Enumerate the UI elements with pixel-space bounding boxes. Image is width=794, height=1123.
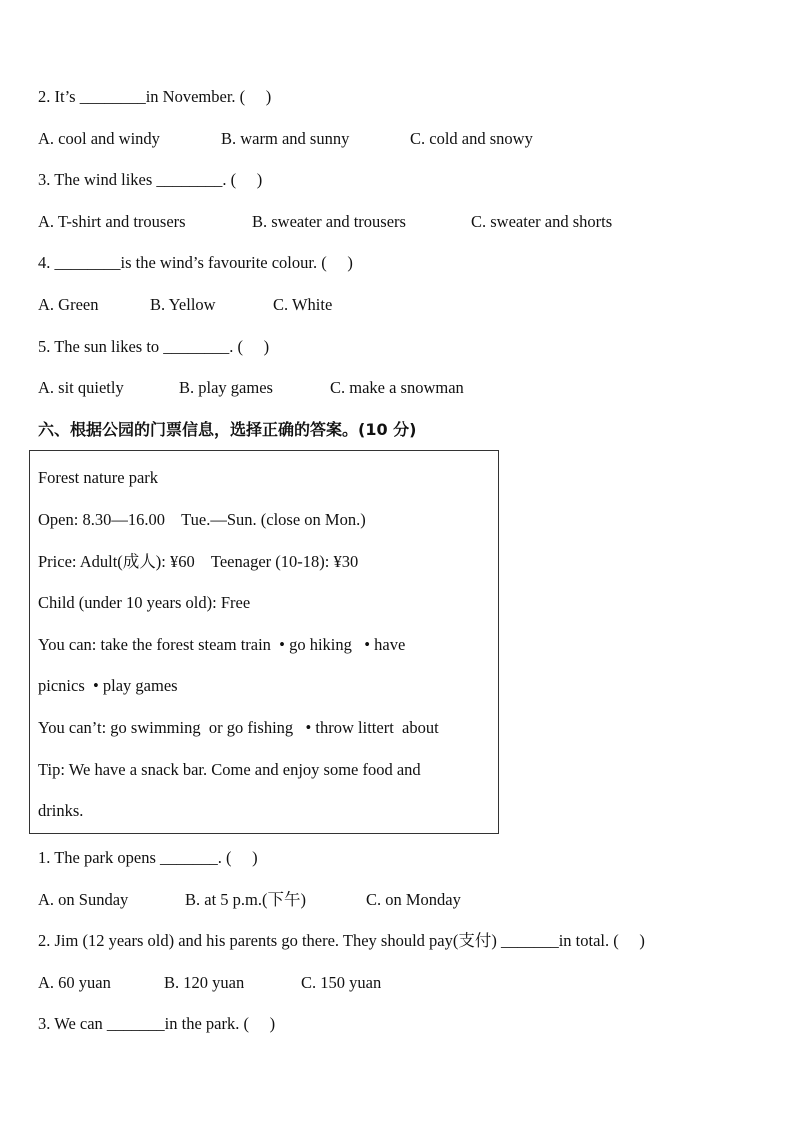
option-a: A. T-shirt and trousers bbox=[38, 212, 186, 231]
option-c: C. White bbox=[273, 295, 333, 314]
option-a: A. Green bbox=[38, 295, 99, 314]
option-c: C. on Monday bbox=[366, 890, 461, 909]
notice-tip-line-1: Tip: We have a snack bar. Come and enjoy some food and bbox=[38, 760, 421, 779]
notice-can-line-1: You can: take the forest steam train • go hiking • have bbox=[38, 635, 406, 654]
option-b: B. Yellow bbox=[150, 295, 216, 314]
notice-price: Price: Adult(成人): ¥60 Teenager (10-18): ¥30 bbox=[38, 552, 359, 571]
option-b: B. play games bbox=[179, 378, 273, 397]
option-a: A. sit quietly bbox=[38, 378, 124, 397]
question-5-2-stem: 2. It’s ________in November. ( ) bbox=[38, 87, 272, 106]
option-b: B. warm and sunny bbox=[221, 129, 350, 148]
question-5-5-stem: 5. The sun likes to ________. ( ) bbox=[38, 337, 270, 356]
notice-can-line-2: picnics • play games bbox=[38, 676, 178, 695]
option-c: C. make a snowman bbox=[330, 378, 464, 397]
option-c: C. cold and snowy bbox=[410, 129, 533, 148]
question-5-3-stem: 3. The wind likes ________. ( ) bbox=[38, 170, 263, 189]
section-6-heading: 六、根据公园的门票信息，选择正确的答案。(10 分) bbox=[38, 420, 417, 439]
notice-open-hours: Open: 8.30—16.00 Tue.—Sun. (close on Mon.) bbox=[38, 510, 366, 529]
option-a: A. 60 yuan bbox=[38, 973, 111, 992]
question-6-2-stem: 2. Jim (12 years old) and his parents go there. They should pay(支付) _______in total. ( ) bbox=[38, 931, 645, 950]
option-c: C. 150 yuan bbox=[301, 973, 382, 992]
option-c: C. sweater and shorts bbox=[471, 212, 613, 231]
option-b: B. at 5 p.m.(下午) bbox=[185, 890, 306, 909]
option-b: B. sweater and trousers bbox=[252, 212, 406, 231]
notice-cant: You can’t: go swimming or go fishing • throw littert about bbox=[38, 718, 439, 737]
option-a: A. on Sunday bbox=[38, 890, 129, 909]
option-b: B. 120 yuan bbox=[164, 973, 245, 992]
notice-title: Forest nature park bbox=[38, 468, 159, 487]
question-6-1-stem: 1. The park opens _______. ( ) bbox=[38, 848, 258, 867]
park-ticket-notice bbox=[29, 450, 499, 834]
question-6-3-stem: 3. We can _______in the park. ( ) bbox=[38, 1014, 276, 1033]
notice-child-price: Child (under 10 years old): Free bbox=[38, 593, 251, 612]
question-5-4-stem: 4. ________is the wind’s favourite colour. ( ) bbox=[38, 253, 353, 272]
notice-tip-line-2: drinks. bbox=[38, 801, 84, 820]
option-a: A. cool and windy bbox=[38, 129, 160, 148]
